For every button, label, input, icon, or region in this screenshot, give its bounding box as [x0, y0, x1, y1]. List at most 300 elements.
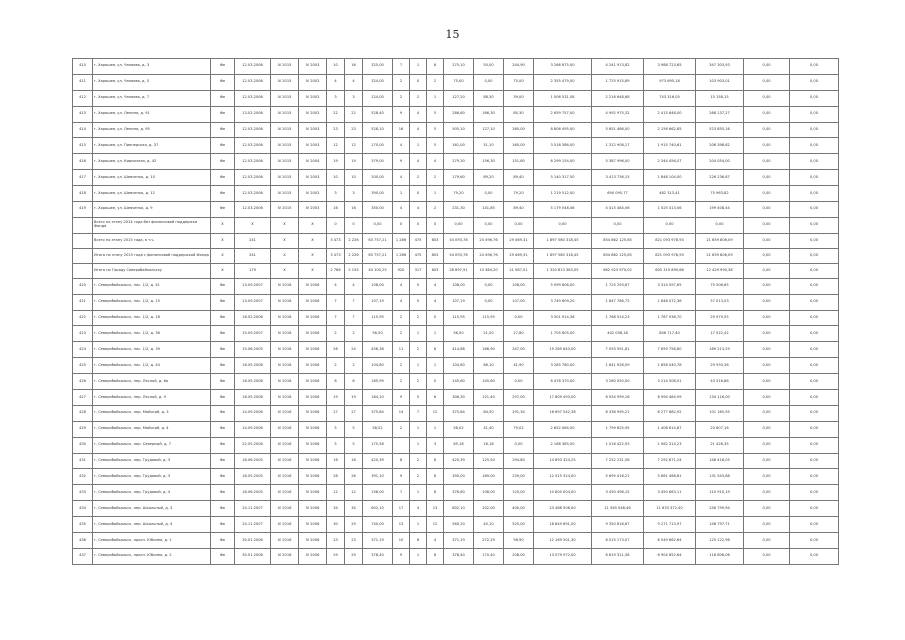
table-cell: IV 2003: [299, 138, 327, 154]
table-row: [73, 437, 839, 453]
table-row: [73, 533, 839, 549]
table-cell: 141,85: [474, 202, 504, 218]
table-cell: 662 923 970,02: [592, 263, 644, 278]
table-cell: 58,02: [444, 421, 474, 437]
table-cell: 16: [345, 202, 363, 218]
table-cell: 0,00: [744, 122, 790, 138]
table-cell: 20 607,16: [696, 421, 744, 437]
address-cell: г. Северобайкальск, пер. Северный, д. 7: [93, 437, 211, 453]
table-cell: 2 156 662,85: [644, 122, 696, 138]
table-cell: 18 845 691,00: [534, 517, 592, 533]
table-cell: 294,80: [504, 453, 534, 469]
table-cell: 2 226: [345, 233, 363, 248]
table-cell: 19: [345, 154, 363, 170]
table-cell: 56,50: [444, 326, 474, 342]
table-cell: 1: [410, 421, 427, 437]
table-cell: IV 2006: [299, 421, 327, 437]
table-cell: 0,00: [790, 358, 839, 374]
table-cell: 420: [73, 278, 93, 294]
table-cell: 1: [410, 437, 427, 453]
table-cell: 75 963,82: [696, 186, 744, 202]
table-row: [73, 517, 839, 533]
table-cell: 371,19: [444, 533, 474, 549]
table-cell: 12: [427, 517, 444, 533]
table-cell: IV 2016: [271, 374, 299, 390]
table-cell: 17: [393, 501, 410, 517]
table-cell: 4 241 913,82: [592, 59, 644, 75]
table-cell: 4 415 484,06: [592, 202, 644, 218]
table-cell: 0,00: [790, 294, 839, 310]
table-cell: 27: [345, 405, 363, 421]
table-cell: IV 2016: [271, 469, 299, 485]
table-row: [73, 374, 839, 390]
address-cell: г. Северобайкальск, пер. Трудовой, д. 3: [93, 469, 211, 485]
table-cell: 433: [73, 485, 93, 501]
table-cell: 27: [327, 405, 345, 421]
table-cell: 1: [427, 326, 444, 342]
table-cell: 400,00: [504, 501, 534, 517]
table-cell: 9: [393, 390, 410, 406]
table-cell: 2: [427, 202, 444, 218]
table-cell: 0,00: [790, 122, 839, 138]
table-cell: 24 496,76: [474, 233, 504, 248]
table-cell: 803: [427, 233, 444, 248]
table-cell: 6 934 999,16: [592, 390, 644, 406]
table-cell: 89,40: [504, 202, 534, 218]
table-cell: 5: [345, 437, 363, 453]
table-cell: 7: [410, 405, 427, 421]
table-cell: 15 158,15: [696, 90, 744, 106]
table-cell: 158,00: [363, 485, 393, 501]
table-cell: [73, 233, 93, 248]
table-row: [73, 501, 839, 517]
table-cell: 208,00: [504, 548, 534, 564]
table-cell: [73, 263, 93, 278]
table-cell: 427: [73, 390, 93, 406]
table-cell: 145,60: [444, 374, 474, 390]
table-cell: [73, 248, 93, 263]
table-cell: 24 496,76: [474, 248, 504, 263]
table-cell: 241: [235, 233, 271, 248]
table-cell: 4: [393, 138, 410, 154]
table-row: [73, 485, 839, 501]
table-cell: 12.03.2006: [235, 186, 271, 202]
table-cell: 410: [73, 59, 93, 75]
table-cell: 7 252 231,56: [592, 453, 644, 469]
table-cell: 0,00: [504, 310, 534, 326]
table-cell: 0,00: [790, 390, 839, 406]
table-cell: 10 800 004,00: [534, 485, 592, 501]
table-cell: IV 2016: [271, 548, 299, 564]
table-cell: 39,00: [504, 90, 534, 106]
table-cell: 21 659 806,09: [696, 248, 744, 263]
table-cell: 1 525 413,06: [644, 202, 696, 218]
table-cell: Фе: [211, 390, 235, 406]
table-cell: IV 2016: [271, 437, 299, 453]
table-cell: 5: [327, 437, 345, 453]
table-cell: IV 2006: [299, 405, 327, 421]
table-cell: 0,00: [790, 548, 839, 564]
table-cell: IV 2016: [271, 310, 299, 326]
table-cell: 418: [73, 186, 93, 202]
table-cell: 115,95: [474, 310, 504, 326]
table-cell: 803: [427, 248, 444, 263]
table-cell: IV 2006: [299, 374, 327, 390]
table-cell: 9: [393, 548, 410, 564]
table-cell: 1 705 605,00: [534, 326, 592, 342]
table-cell: 390,00: [363, 186, 393, 202]
table-cell: 424: [73, 342, 93, 358]
table-cell: 432: [73, 469, 93, 485]
table-cell: 2 344 456,07: [644, 154, 696, 170]
table-cell: 79,20: [504, 186, 534, 202]
table-cell: 121,40: [474, 390, 504, 406]
table-cell: Фе: [211, 294, 235, 310]
address-cell: г. Северобайкальск, просп. Юбилея, д. 1: [93, 533, 211, 549]
table-cell: 1 848 104,00: [644, 170, 696, 186]
table-cell: 26: [327, 342, 345, 358]
address-cell: г. Хорошее, ул. Ленина, д. 95: [93, 122, 211, 138]
table-cell: 3 214 508,01: [644, 374, 696, 390]
table-cell: 51,10: [474, 138, 504, 154]
table-cell: 4: [393, 202, 410, 218]
table-cell: 6 904 852,64: [644, 548, 696, 564]
table-cell: 12.03.2006: [235, 154, 271, 170]
table-cell: 4: [393, 278, 410, 294]
table-cell: 10: [327, 59, 345, 75]
table-cell: 420,39: [363, 453, 393, 469]
table-cell: IV 2006: [299, 326, 327, 342]
table-cell: 125 122,96: [696, 533, 744, 549]
table-cell: 5: [427, 106, 444, 122]
table-cell: 3 473: [327, 233, 345, 248]
table-cell: 8: [427, 342, 444, 358]
table-cell: 0,00: [744, 233, 790, 248]
table-cell: 0,00: [790, 533, 839, 549]
table-cell: 0,00: [744, 326, 790, 342]
table-cell: 7: [327, 294, 345, 310]
table-cell: 3 516 386,00: [534, 138, 592, 154]
table-cell: 6 049 662,64: [644, 533, 696, 549]
sum-row: [73, 233, 839, 248]
table-cell: 0,00: [644, 217, 696, 233]
table-cell: 12.03.2006: [235, 74, 271, 90]
table-cell: 1 408 614,87: [644, 421, 696, 437]
table-cell: 88,30: [474, 90, 504, 106]
table-cell: Х: [299, 217, 327, 233]
table-cell: 29 469,31: [504, 248, 534, 263]
table-cell: IV 2003: [299, 59, 327, 75]
table-cell: 4: [410, 122, 427, 138]
table-cell: 1 006 531,08: [534, 90, 592, 106]
table-row: [73, 342, 839, 358]
table-cell: 9 271 713,97: [644, 517, 696, 533]
table-cell: IV 2015: [271, 202, 299, 218]
table-cell: 8: [327, 374, 345, 390]
table-cell: 412: [73, 90, 93, 106]
table-cell: IV 2003: [299, 122, 327, 138]
table-cell: IV 2006: [299, 278, 327, 294]
table-cell: 0: [327, 217, 345, 233]
table-cell: 9: [393, 469, 410, 485]
table-cell: Х: [271, 263, 299, 278]
table-cell: 0,00: [744, 106, 790, 122]
table-cell: 605 319 890,66: [644, 263, 696, 278]
table-cell: 115,95: [444, 310, 474, 326]
table-cell: 241: [235, 248, 271, 263]
table-cell: IV 2006: [299, 437, 327, 453]
table-cell: 0,00: [744, 278, 790, 294]
table-cell: [393, 437, 410, 453]
table-cell: 22.05.2008: [235, 437, 271, 453]
table-cell: 13.09.2007: [235, 294, 271, 310]
table-cell: 104,80: [363, 358, 393, 374]
table-cell: 4: [345, 278, 363, 294]
table-cell: 4: [427, 154, 444, 170]
table-cell: 1: [410, 138, 427, 154]
table-cell: 325,00: [363, 59, 393, 75]
subtotal-row: [73, 217, 839, 233]
table-cell: 16.05.2008: [235, 374, 271, 390]
table-cell: 1: [393, 186, 410, 202]
table-cell: Фе: [211, 469, 235, 485]
table-cell: 0,00: [474, 186, 504, 202]
address-cell: г. Северобайкальск, пер. Трудовой, д. 3: [93, 453, 211, 469]
table-cell: 1 312 908,17: [592, 138, 644, 154]
table-cell: 9: [393, 106, 410, 122]
table-cell: Фе: [211, 517, 235, 533]
table-cell: 11 565 948,46: [592, 501, 644, 517]
table-cell: 22: [327, 106, 345, 122]
table-cell: 268 137,27: [696, 106, 744, 122]
table-cell: 200,00: [363, 170, 393, 186]
table-cell: 7 292 671,24: [644, 453, 696, 469]
table-cell: 0,00: [790, 501, 839, 517]
table-cell: 272,29: [474, 533, 504, 549]
table-cell: 425: [73, 358, 93, 374]
table-cell: 5: [427, 138, 444, 154]
table-cell: 0,00: [744, 421, 790, 437]
table-cell: 0,00: [504, 374, 534, 390]
table-cell: 118 808,06: [696, 548, 744, 564]
table-cell: 3 501 914,36: [534, 310, 592, 326]
table-cell: 2: [427, 74, 444, 90]
table-cell: 21 987,01: [504, 263, 534, 278]
table-cell: 108,00: [474, 485, 504, 501]
table-cell: 84,50: [474, 405, 504, 421]
table-cell: 226 236,67: [696, 170, 744, 186]
table-cell: 2: [393, 310, 410, 326]
table-cell: 63 757,21: [363, 233, 393, 248]
table-cell: IV 2015: [271, 122, 299, 138]
table-cell: 421: [73, 294, 93, 310]
table-cell: 127,10: [474, 122, 504, 138]
address-cell: Итого по этапу 2015 года с финансовой поддержкой Фонда: [93, 248, 211, 263]
table-cell: 0,00: [744, 154, 790, 170]
table-cell: 2: [410, 342, 427, 358]
table-cell: 16.06.2005: [235, 485, 271, 501]
table-cell: 5: [427, 122, 444, 138]
table-cell: 41,90: [504, 358, 534, 374]
table-cell: 160,00: [504, 138, 534, 154]
table-cell: 125,50: [474, 453, 504, 469]
table-cell: 821 093 978,93: [644, 233, 696, 248]
table-cell: 2: [345, 326, 363, 342]
table-cell: 2 155: [345, 263, 363, 278]
table-cell: 0,00: [504, 437, 534, 453]
table-cell: 151,60: [504, 154, 534, 170]
table-cell: 29 593,36: [696, 358, 744, 374]
table-cell: 0,00: [790, 90, 839, 106]
table-cell: 428: [73, 405, 93, 421]
table-row: [73, 390, 839, 406]
table-cell: 690 095,77: [592, 186, 644, 202]
table-cell: IV 2015: [271, 138, 299, 154]
table-cell: 16.05.2008: [235, 358, 271, 374]
table-cell: 3 473: [327, 248, 345, 263]
table-cell: 414,88: [444, 342, 474, 358]
table-cell: 0: [427, 310, 444, 326]
table-cell: IV 2006: [299, 485, 327, 501]
table-cell: 1 848 072,38: [644, 294, 696, 310]
table-cell: 170,40: [474, 548, 504, 564]
table-row: [73, 59, 839, 75]
table-cell: 16: [393, 122, 410, 138]
table-row: [73, 170, 839, 186]
table-cell: 0: [410, 294, 427, 310]
table-cell: 2: [393, 90, 410, 106]
table-cell: 0: [410, 186, 427, 202]
table-cell: 0: [393, 217, 410, 233]
table-cell: 2: [393, 326, 410, 342]
table-cell: 0,00: [474, 278, 504, 294]
table-row: [73, 548, 839, 564]
table-cell: 422: [73, 310, 93, 326]
table-cell: 0: [410, 278, 427, 294]
table-cell: 115,95: [363, 310, 393, 326]
table-cell: Фе: [211, 342, 235, 358]
table-cell: 2: [410, 469, 427, 485]
table-cell: 0,00: [744, 310, 790, 326]
table-cell: 30.01.2006: [235, 533, 271, 549]
table-cell: 98,90: [504, 533, 534, 549]
table-cell: 108,00: [504, 278, 534, 294]
table-cell: 108,00: [363, 278, 393, 294]
table-cell: 79,20: [444, 186, 474, 202]
table-cell: 1 897 560 318,45: [534, 233, 592, 248]
table-cell: 3 285 780,00: [534, 358, 592, 374]
table-cell: 376,60: [444, 485, 474, 501]
table-cell: 16.05.2005: [235, 469, 271, 485]
table-cell: 528,10: [363, 122, 393, 138]
table-cell: Фе: [211, 358, 235, 374]
table-cell: Х: [211, 248, 235, 263]
table-cell: 1 847 786,72: [592, 294, 644, 310]
table-cell: 1 768 914,23: [592, 310, 644, 326]
table-cell: 3 988 723,65: [644, 59, 696, 75]
table-cell: 25 979,55: [696, 310, 744, 326]
table-cell: IV 2016: [271, 421, 299, 437]
table-cell: 256 799,94: [696, 501, 744, 517]
table-cell: IV 2015: [271, 186, 299, 202]
table-cell: Фе: [211, 374, 235, 390]
table-cell: IV 2016: [271, 517, 299, 533]
table-cell: 12.03.2006: [235, 122, 271, 138]
table-cell: IV 2006: [299, 390, 327, 406]
table-cell: 560,20: [444, 517, 474, 533]
table-cell: 3 450 663,11: [644, 485, 696, 501]
table-cell: Х: [211, 217, 235, 233]
table-cell: 29: [345, 548, 363, 564]
table-cell: 75,00: [444, 74, 474, 90]
table-cell: 79,02: [504, 421, 534, 437]
table-cell: Х: [211, 263, 235, 278]
table-cell: 12: [327, 138, 345, 154]
table-cell: 2 415 648,00: [644, 106, 696, 122]
table-cell: 1 767 938,70: [644, 310, 696, 326]
table-cell: 15.06.2005: [235, 342, 271, 358]
table-cell: 19 285 643,00: [534, 342, 592, 358]
table-cell: Х: [299, 263, 327, 278]
table-cell: 2: [393, 74, 410, 90]
table-cell: 416: [73, 154, 93, 170]
table-cell: 2 766: [327, 263, 345, 278]
table-cell: 14.09.2006: [235, 405, 271, 421]
table-cell: 854 862 125,65: [592, 233, 644, 248]
table-row: [73, 278, 839, 294]
table-cell: IV 2002: [299, 106, 327, 122]
table-cell: 0,00: [744, 517, 790, 533]
table-cell: 24.11.2007: [235, 501, 271, 517]
table-cell: 8 277 882,92: [644, 405, 696, 421]
table-cell: 19: [327, 154, 345, 170]
table-cell: IV 2002: [299, 90, 327, 106]
table-cell: Фе: [211, 122, 235, 138]
table-cell: 0,00: [474, 217, 504, 233]
table-cell: 29: [345, 517, 363, 533]
table-row: [73, 310, 839, 326]
table-cell: 435: [73, 517, 93, 533]
table-cell: 821 093 978,93: [644, 248, 696, 263]
table-cell: 0,00: [444, 217, 474, 233]
sum-row: [73, 263, 839, 278]
table-cell: 0,00: [790, 186, 839, 202]
table-cell: 0,00: [744, 358, 790, 374]
table-cell: 63 757,21: [363, 248, 393, 263]
address-cell: Всего по этапу 2014 года без финансовой поддержки Фонда: [93, 217, 211, 233]
table-cell: 2 168 385,00: [534, 437, 592, 453]
table-cell: IV 2004: [299, 154, 327, 170]
table-cell: 0,00: [504, 217, 534, 233]
table-cell: 0,00: [592, 217, 644, 233]
table-cell: 0,00: [744, 263, 790, 278]
table-cell: 2: [410, 90, 427, 106]
table-cell: IV 2006: [299, 453, 327, 469]
table-cell: 0,00: [474, 74, 504, 90]
table-cell: 17 809 493,00: [534, 390, 592, 406]
table-cell: 417: [73, 170, 93, 186]
table-cell: 12.03.2006: [235, 202, 271, 218]
table-cell: 0,00: [790, 374, 839, 390]
table-row: [73, 90, 839, 106]
table-cell: 0,00: [744, 485, 790, 501]
table-cell: 8 806 495,00: [534, 122, 592, 138]
table-cell: 1: [427, 421, 444, 437]
table-cell: 13.09.2007: [235, 278, 271, 294]
table-cell: 16,18: [474, 437, 504, 453]
table-cell: 1 658 040,78: [644, 358, 696, 374]
table-cell: 11: [393, 342, 410, 358]
